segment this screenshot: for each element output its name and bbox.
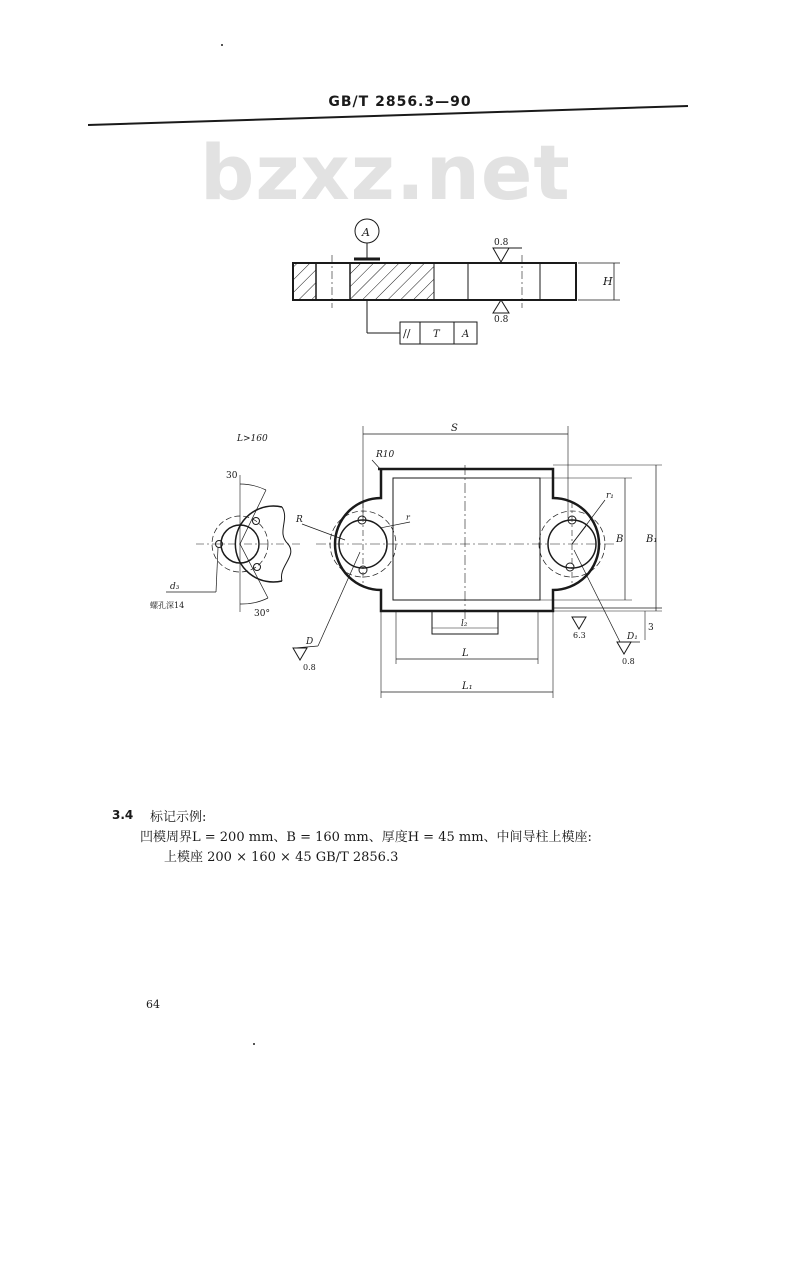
corner-radius-label: R10 <box>376 450 395 460</box>
tolerance-datum: A <box>462 329 470 340</box>
section-view <box>293 219 620 344</box>
tolerance-parallel-symbol: // <box>403 327 411 340</box>
thread-label: d₃ <box>170 582 180 592</box>
scan-speck <box>221 44 223 46</box>
dimension-3-label: 3 <box>648 623 654 633</box>
page-number: 64 <box>146 998 160 1011</box>
datum-label: A <box>362 226 370 239</box>
scan-speck <box>253 1043 255 1045</box>
radius-r1-label: r₁ <box>606 491 614 501</box>
section-title: 标记示例: <box>150 810 207 825</box>
roughness-top-label: 0.8 <box>494 238 509 248</box>
thread-note: 螺孔深14 <box>150 601 185 610</box>
angle-top-label: 30 <box>226 471 238 481</box>
condition-label: L>160 <box>237 434 268 444</box>
bore-d1-roughness: 0.8 <box>622 657 635 666</box>
standard-code-header: GB/T 2856.3—90 <box>328 94 472 110</box>
radius-small-label: r <box>406 513 410 522</box>
plan-view <box>293 426 662 698</box>
length-l2-label: l₂ <box>461 619 468 629</box>
bore-d-roughness: 0.8 <box>303 663 316 672</box>
width-b-label: B <box>616 534 624 545</box>
thickness-label: H <box>603 275 613 288</box>
example-marking: 上模座 200 × 160 × 45 GB/T 2856.3 <box>164 850 399 865</box>
section-number: 3.4 <box>112 808 134 822</box>
watermark: bzxz.net <box>200 128 571 217</box>
length-l-label: L <box>462 648 469 659</box>
radius-big-label: R <box>296 515 303 525</box>
tolerance-value: T <box>433 329 440 340</box>
side-roughness-label: 6.3 <box>573 631 586 640</box>
bore-d-label: D <box>306 637 314 647</box>
angle-bottom-label: 30° <box>254 609 270 619</box>
width-s-label: S <box>451 423 458 434</box>
length-l1-label: L₁ <box>462 681 473 692</box>
example-description: 凹模周界L = 200 mm、B = 160 mm、厚度H = 45 mm、中间导柱上模座: <box>140 830 592 845</box>
width-b1-label: B₁ <box>646 534 658 545</box>
bore-d1-label: D₁ <box>627 632 638 642</box>
roughness-bottom-label: 0.8 <box>494 315 509 325</box>
detail-view <box>166 475 300 612</box>
